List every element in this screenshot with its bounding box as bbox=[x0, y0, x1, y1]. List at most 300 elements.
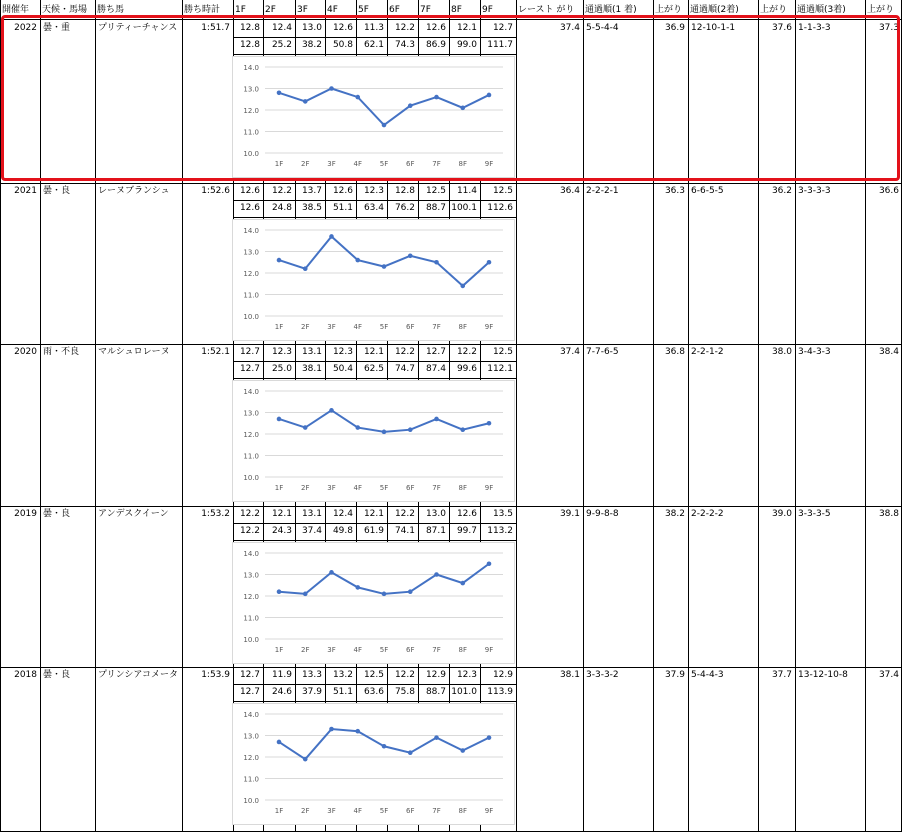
lap-time-chart[interactable] bbox=[232, 56, 515, 178]
y-tick-label: 12.0 bbox=[243, 754, 259, 762]
year-cell[interactable]: 2022 bbox=[14, 23, 37, 33]
y-tick-label: 12.0 bbox=[243, 107, 259, 115]
cumulative-cell[interactable]: 25.2 bbox=[271, 40, 292, 50]
x-tick-label: 7F bbox=[432, 323, 441, 331]
lap-cell[interactable]: 12.6 bbox=[332, 186, 353, 196]
lap-cell[interactable]: 12.7 bbox=[239, 347, 260, 357]
lap-time-chart-svg bbox=[233, 220, 514, 340]
condition-cell[interactable]: 曇・良 bbox=[43, 509, 71, 519]
lap-cell[interactable]: 12.5 bbox=[492, 186, 513, 196]
data-point bbox=[355, 95, 360, 100]
year-cell[interactable]: 2020 bbox=[14, 347, 37, 357]
data-point bbox=[277, 740, 282, 745]
passing-order-2nd-cell[interactable]: 5-4-4-3 bbox=[691, 670, 724, 680]
column-header-9[interactable]: 5F bbox=[358, 4, 369, 15]
x-tick-label: 6F bbox=[406, 807, 415, 815]
lap-cell[interactable]: 12.1 bbox=[456, 23, 477, 33]
condition-cell[interactable]: 曇・重 bbox=[43, 23, 71, 33]
cumulative-cell[interactable]: 63.6 bbox=[363, 687, 384, 697]
series-line bbox=[279, 564, 489, 594]
cumulative-cell[interactable]: 88.7 bbox=[425, 203, 446, 213]
data-point bbox=[408, 750, 413, 755]
lap-cell[interactable]: 11.3 bbox=[363, 23, 384, 33]
cumulative-cell[interactable]: 101.0 bbox=[451, 687, 477, 697]
x-tick-label: 1F bbox=[274, 160, 284, 168]
race-last3f-cell[interactable]: 38.1 bbox=[559, 670, 580, 680]
column-header-11[interactable]: 7F bbox=[420, 4, 431, 15]
y-tick-label: 14.0 bbox=[243, 388, 259, 396]
race-block-divider bbox=[0, 506, 902, 507]
lap-cell[interactable]: 12.1 bbox=[271, 509, 292, 519]
column-divider bbox=[795, 0, 796, 832]
lap-time-chart-svg bbox=[233, 57, 514, 177]
lap-row-divider bbox=[233, 200, 516, 201]
lap-cell[interactable]: 12.3 bbox=[456, 670, 477, 680]
cumulative-row-divider bbox=[233, 54, 516, 55]
cumulative-cell[interactable]: 12.8 bbox=[239, 40, 260, 50]
x-tick-label: 3F bbox=[327, 323, 336, 331]
column-header-6[interactable]: 2F bbox=[265, 4, 276, 15]
x-tick-label: 1F bbox=[274, 807, 284, 815]
cumulative-cell[interactable]: 112.1 bbox=[487, 364, 513, 374]
cumulative-row-divider bbox=[233, 378, 516, 379]
last3f-1st-cell[interactable]: 38.2 bbox=[664, 509, 685, 519]
passing-order-1st-cell[interactable]: 9-9-8-8 bbox=[586, 509, 619, 519]
cumulative-cell[interactable]: 25.0 bbox=[271, 364, 292, 374]
lap-cell[interactable]: 12.8 bbox=[394, 186, 415, 196]
last3f-1st-cell[interactable]: 36.8 bbox=[664, 347, 685, 357]
cumulative-cell[interactable]: 38.1 bbox=[301, 364, 322, 374]
data-point bbox=[355, 585, 360, 590]
data-point bbox=[303, 757, 308, 762]
data-point bbox=[303, 592, 308, 597]
lap-cell[interactable]: 12.5 bbox=[425, 186, 446, 196]
lap-cell[interactable]: 12.4 bbox=[332, 509, 353, 519]
time-cell[interactable]: 1:51.7 bbox=[201, 23, 230, 33]
y-tick-label: 14.0 bbox=[243, 711, 259, 719]
x-tick-label: 2F bbox=[301, 160, 310, 168]
condition-cell[interactable]: 曇・良 bbox=[43, 670, 71, 680]
passing-order-3rd-cell[interactable]: 3-3-3-3 bbox=[798, 186, 831, 196]
column-divider bbox=[40, 0, 41, 832]
cumulative-cell[interactable]: 12.2 bbox=[239, 526, 260, 536]
cumulative-cell[interactable]: 99.6 bbox=[456, 364, 477, 374]
data-point bbox=[329, 408, 334, 413]
last3f-1st-cell[interactable]: 36.9 bbox=[664, 23, 685, 33]
cumulative-cell[interactable]: 50.8 bbox=[332, 40, 353, 50]
data-point bbox=[434, 95, 439, 100]
column-divider bbox=[865, 0, 866, 832]
y-tick-label: 12.0 bbox=[243, 431, 259, 439]
cumulative-cell[interactable]: 74.3 bbox=[394, 40, 415, 50]
y-tick-label: 11.0 bbox=[243, 128, 259, 137]
lap-cell[interactable]: 13.1 bbox=[301, 347, 322, 357]
cumulative-cell[interactable]: 61.9 bbox=[363, 526, 384, 536]
cumulative-cell[interactable]: 37.4 bbox=[301, 526, 322, 536]
x-tick-label: 7F bbox=[432, 646, 441, 654]
data-point bbox=[460, 427, 465, 432]
passing-order-1st-cell[interactable]: 7-7-6-5 bbox=[586, 347, 619, 357]
cumulative-cell[interactable]: 88.7 bbox=[425, 687, 446, 697]
data-point bbox=[355, 258, 360, 263]
lap-cell[interactable]: 11.9 bbox=[271, 670, 292, 680]
column-header-10[interactable]: 6F bbox=[389, 4, 400, 15]
winner-cell[interactable]: プリティーチャンス bbox=[98, 23, 178, 33]
data-point bbox=[434, 572, 439, 577]
data-point bbox=[382, 744, 387, 749]
x-tick-label: 2F bbox=[301, 646, 310, 654]
column-divider bbox=[516, 0, 517, 832]
lap-cell[interactable]: 12.6 bbox=[239, 186, 260, 196]
last3f-3rd-cell[interactable]: 37.3 bbox=[878, 23, 899, 33]
last3f-2nd-cell[interactable]: 36.2 bbox=[771, 186, 792, 196]
y-tick-label: 12.0 bbox=[243, 270, 259, 278]
passing-order-2nd-cell[interactable]: 2-2-1-2 bbox=[691, 347, 724, 357]
data-point bbox=[487, 93, 492, 98]
data-point bbox=[329, 727, 334, 732]
data-point bbox=[303, 266, 308, 271]
lap-cell[interactable]: 12.5 bbox=[363, 670, 384, 680]
lap-cell[interactable]: 13.0 bbox=[301, 23, 322, 33]
data-point bbox=[382, 592, 387, 597]
cumulative-cell[interactable]: 12.7 bbox=[239, 364, 260, 374]
series-line bbox=[279, 89, 489, 126]
lap-time-chart[interactable] bbox=[232, 219, 515, 341]
y-tick-label: 11.0 bbox=[243, 614, 259, 623]
x-tick-label: 8F bbox=[458, 807, 467, 815]
x-tick-label: 8F bbox=[458, 646, 467, 654]
cumulative-cell[interactable]: 99.7 bbox=[456, 526, 477, 536]
lap-time-chart-svg bbox=[233, 704, 514, 824]
cumulative-cell[interactable]: 76.2 bbox=[394, 203, 415, 213]
x-tick-label: 5F bbox=[379, 807, 389, 815]
cumulative-cell[interactable]: 12.6 bbox=[239, 203, 260, 213]
column-header-5[interactable]: 1F bbox=[235, 4, 246, 15]
cumulative-cell[interactable]: 113.9 bbox=[487, 687, 513, 697]
x-tick-label: 6F bbox=[406, 160, 415, 168]
x-tick-label: 6F bbox=[406, 646, 415, 654]
x-tick-label: 9F bbox=[484, 807, 494, 815]
passing-order-3rd-cell[interactable]: 1-1-3-3 bbox=[798, 23, 831, 33]
y-tick-label: 14.0 bbox=[243, 550, 259, 558]
data-point bbox=[460, 106, 465, 111]
lap-cell[interactable]: 12.2 bbox=[239, 509, 260, 519]
column-divider bbox=[95, 0, 96, 832]
cumulative-cell[interactable]: 74.1 bbox=[394, 526, 415, 536]
x-tick-label: 1F bbox=[274, 646, 284, 654]
cumulative-row-divider bbox=[233, 217, 516, 218]
data-point bbox=[329, 234, 334, 239]
lap-cell[interactable]: 12.5 bbox=[492, 347, 513, 357]
cumulative-cell[interactable]: 62.5 bbox=[363, 364, 384, 374]
column-header-12[interactable]: 8F bbox=[451, 4, 462, 15]
cumulative-cell[interactable]: 51.1 bbox=[332, 203, 353, 213]
cumulative-cell[interactable]: 49.8 bbox=[332, 526, 353, 536]
cumulative-cell[interactable]: 75.8 bbox=[394, 687, 415, 697]
x-tick-label: 5F bbox=[379, 646, 389, 654]
column-header-14[interactable]: レースト がり bbox=[518, 4, 575, 15]
lap-cell[interactable]: 12.2 bbox=[456, 347, 477, 357]
column-header-13[interactable]: 9F bbox=[482, 4, 493, 15]
cumulative-cell[interactable]: 99.0 bbox=[456, 40, 477, 50]
race-last3f-cell[interactable]: 37.4 bbox=[559, 347, 580, 357]
last3f-3rd-cell[interactable]: 37.4 bbox=[878, 670, 899, 680]
cumulative-cell[interactable]: 112.6 bbox=[487, 203, 513, 213]
data-point bbox=[487, 735, 492, 740]
last3f-3rd-cell[interactable]: 38.4 bbox=[878, 347, 899, 357]
data-point bbox=[277, 91, 282, 96]
cumulative-row-divider bbox=[233, 701, 516, 702]
last3f-2nd-cell[interactable]: 39.0 bbox=[771, 509, 792, 519]
cumulative-cell[interactable]: 24.6 bbox=[271, 687, 292, 697]
column-header-18[interactable]: 上がり bbox=[760, 4, 788, 15]
data-point bbox=[408, 103, 413, 108]
column-header-8[interactable]: 4F bbox=[327, 4, 338, 15]
lap-row-divider bbox=[233, 684, 516, 685]
cumulative-cell[interactable]: 87.1 bbox=[425, 526, 446, 536]
series-line bbox=[279, 410, 489, 432]
race-last3f-cell[interactable]: 36.4 bbox=[559, 186, 580, 196]
cumulative-cell[interactable]: 51.1 bbox=[332, 687, 353, 697]
condition-cell[interactable]: 雨・不良 bbox=[43, 347, 80, 357]
winner-cell[interactable]: プリンシアコメータ bbox=[98, 670, 178, 680]
lap-cell[interactable]: 12.2 bbox=[394, 23, 415, 33]
last3f-2nd-cell[interactable]: 38.0 bbox=[771, 347, 792, 357]
lap-cell[interactable]: 12.1 bbox=[363, 509, 384, 519]
lap-cell[interactable]: 12.2 bbox=[394, 347, 415, 357]
condition-cell[interactable]: 曇・良 bbox=[43, 186, 71, 196]
last3f-1st-cell[interactable]: 37.9 bbox=[664, 670, 685, 680]
column-header-19[interactable]: 通過順(3着) bbox=[797, 4, 846, 15]
x-tick-label: 9F bbox=[484, 160, 494, 168]
x-tick-label: 3F bbox=[327, 646, 336, 654]
column-header-20[interactable]: 上がり bbox=[867, 4, 895, 15]
x-tick-label: 1F bbox=[274, 484, 284, 492]
column-divider bbox=[0, 0, 1, 832]
race-last3f-cell[interactable]: 39.1 bbox=[559, 509, 580, 519]
lap-cell[interactable]: 13.2 bbox=[332, 670, 353, 680]
x-tick-label: 9F bbox=[484, 323, 494, 331]
data-point bbox=[355, 425, 360, 430]
lap-time-chart[interactable] bbox=[232, 380, 515, 502]
cumulative-cell[interactable]: 87.4 bbox=[425, 364, 446, 374]
lap-cell[interactable]: 12.3 bbox=[332, 347, 353, 357]
cumulative-cell[interactable]: 24.8 bbox=[271, 203, 292, 213]
passing-order-1st-cell[interactable]: 5-5-4-4 bbox=[586, 23, 619, 33]
x-tick-label: 7F bbox=[432, 807, 441, 815]
passing-order-2nd-cell[interactable]: 12-10-1-1 bbox=[691, 23, 736, 33]
cumulative-cell[interactable]: 63.4 bbox=[363, 203, 384, 213]
lap-cell[interactable]: 12.2 bbox=[394, 509, 415, 519]
column-divider bbox=[653, 0, 654, 832]
x-tick-label: 8F bbox=[458, 160, 467, 168]
column-header-16[interactable]: 上がり bbox=[655, 4, 683, 15]
y-tick-label: 10.0 bbox=[243, 797, 259, 805]
winner-cell[interactable]: マルシュロレーヌ bbox=[98, 347, 170, 357]
y-tick-label: 13.0 bbox=[243, 248, 259, 257]
cumulative-cell[interactable]: 113.2 bbox=[487, 526, 513, 536]
y-tick-label: 13.0 bbox=[243, 85, 259, 94]
y-tick-label: 14.0 bbox=[243, 64, 259, 72]
y-tick-label: 13.0 bbox=[243, 732, 259, 741]
lap-cell[interactable]: 13.3 bbox=[301, 670, 322, 680]
last3f-2nd-cell[interactable]: 37.6 bbox=[771, 23, 792, 33]
x-tick-label: 4F bbox=[353, 807, 362, 815]
data-point bbox=[303, 425, 308, 430]
x-tick-label: 9F bbox=[484, 646, 494, 654]
column-header-2[interactable]: 天候・馬場 bbox=[42, 4, 88, 15]
data-point bbox=[382, 264, 387, 269]
race-block-divider bbox=[0, 183, 902, 184]
last3f-1st-cell[interactable]: 36.3 bbox=[664, 186, 685, 196]
y-tick-label: 11.0 bbox=[243, 775, 259, 784]
lap-cell[interactable]: 12.3 bbox=[363, 186, 384, 196]
data-point bbox=[355, 729, 360, 734]
column-header-4[interactable]: 勝ち時計 bbox=[184, 4, 221, 15]
y-tick-label: 10.0 bbox=[243, 636, 259, 644]
race-last3f-cell[interactable]: 37.4 bbox=[559, 23, 580, 33]
winner-cell[interactable]: レーヌブランシュ bbox=[98, 186, 170, 196]
column-divider bbox=[688, 0, 689, 832]
last3f-2nd-cell[interactable]: 37.7 bbox=[771, 670, 792, 680]
lap-time-chart-svg bbox=[233, 543, 514, 663]
data-point bbox=[382, 123, 387, 128]
data-point bbox=[460, 581, 465, 586]
x-tick-label: 5F bbox=[379, 160, 389, 168]
year-cell[interactable]: 2021 bbox=[14, 186, 37, 196]
lap-time-chart[interactable] bbox=[232, 542, 515, 664]
data-point bbox=[277, 589, 282, 594]
cumulative-cell[interactable]: 100.1 bbox=[451, 203, 477, 213]
lap-cell[interactable]: 12.2 bbox=[271, 186, 292, 196]
y-tick-label: 10.0 bbox=[243, 150, 259, 158]
lap-cell[interactable]: 12.8 bbox=[239, 23, 260, 33]
cumulative-cell[interactable]: 12.7 bbox=[239, 687, 260, 697]
data-point bbox=[277, 258, 282, 263]
column-header-7[interactable]: 3F bbox=[297, 4, 308, 15]
lap-cell[interactable]: 11.4 bbox=[456, 186, 477, 196]
lap-cell[interactable]: 13.5 bbox=[492, 509, 513, 519]
lap-cell[interactable]: 12.9 bbox=[425, 670, 446, 680]
lap-time-chart[interactable] bbox=[232, 703, 515, 825]
lap-cell[interactable]: 12.7 bbox=[239, 670, 260, 680]
passing-order-2nd-cell[interactable]: 6-6-5-5 bbox=[691, 186, 724, 196]
series-line bbox=[279, 236, 489, 285]
y-tick-label: 13.0 bbox=[243, 571, 259, 580]
cumulative-cell[interactable]: 37.9 bbox=[301, 687, 322, 697]
cumulative-cell[interactable]: 86.9 bbox=[425, 40, 446, 50]
column-header-17[interactable]: 通過順(2着) bbox=[690, 4, 739, 15]
lap-cell[interactable]: 12.1 bbox=[363, 347, 384, 357]
last3f-3rd-cell[interactable]: 36.6 bbox=[878, 186, 899, 196]
data-point bbox=[487, 561, 492, 566]
header-divider bbox=[0, 19, 902, 20]
lap-time-chart-svg bbox=[233, 381, 514, 501]
passing-order-3rd-cell[interactable]: 3-4-3-3 bbox=[798, 347, 831, 357]
data-point bbox=[329, 86, 334, 91]
last3f-3rd-cell[interactable]: 38.8 bbox=[878, 509, 899, 519]
lap-cell[interactable]: 12.9 bbox=[492, 670, 513, 680]
x-tick-label: 2F bbox=[301, 323, 310, 331]
passing-order-3rd-cell[interactable]: 3-3-3-5 bbox=[798, 509, 831, 519]
lap-row-divider bbox=[233, 361, 516, 362]
passing-order-3rd-cell[interactable]: 13-12-10-8 bbox=[798, 670, 848, 680]
x-tick-label: 4F bbox=[353, 323, 362, 331]
x-tick-label: 4F bbox=[353, 484, 362, 492]
lap-cell[interactable]: 12.7 bbox=[425, 347, 446, 357]
cumulative-cell[interactable]: 50.4 bbox=[332, 364, 353, 374]
time-cell[interactable]: 1:52.1 bbox=[201, 347, 230, 357]
cumulative-row-divider bbox=[233, 540, 516, 541]
column-header-3[interactable]: 勝ち馬 bbox=[97, 4, 125, 15]
year-cell[interactable]: 2018 bbox=[14, 670, 37, 680]
data-point bbox=[277, 417, 282, 422]
cumulative-cell[interactable]: 38.5 bbox=[301, 203, 322, 213]
data-point bbox=[460, 284, 465, 289]
cumulative-cell[interactable]: 111.7 bbox=[487, 40, 513, 50]
lap-cell[interactable]: 13.7 bbox=[301, 186, 322, 196]
time-cell[interactable]: 1:52.6 bbox=[201, 186, 230, 196]
lap-cell[interactable]: 13.1 bbox=[301, 509, 322, 519]
data-point bbox=[434, 735, 439, 740]
x-tick-label: 1F bbox=[274, 323, 284, 331]
data-point bbox=[382, 430, 387, 435]
x-tick-label: 4F bbox=[353, 646, 362, 654]
data-point bbox=[434, 417, 439, 422]
y-tick-label: 14.0 bbox=[243, 227, 259, 235]
x-tick-label: 3F bbox=[327, 807, 336, 815]
lap-cell[interactable]: 12.6 bbox=[456, 509, 477, 519]
x-tick-label: 8F bbox=[458, 323, 467, 331]
race-block-divider bbox=[0, 667, 902, 668]
x-tick-label: 7F bbox=[432, 160, 441, 168]
passing-order-1st-cell[interactable]: 3-3-3-2 bbox=[586, 670, 619, 680]
y-tick-label: 11.0 bbox=[243, 291, 259, 300]
lap-cell[interactable]: 12.2 bbox=[394, 670, 415, 680]
lap-row-divider bbox=[233, 37, 516, 38]
lap-cell[interactable]: 12.7 bbox=[492, 23, 513, 33]
column-header-1[interactable]: 開催年 bbox=[2, 4, 30, 15]
cumulative-cell[interactable]: 24.3 bbox=[271, 526, 292, 536]
y-tick-label: 10.0 bbox=[243, 313, 259, 321]
cumulative-cell[interactable]: 74.7 bbox=[394, 364, 415, 374]
data-point bbox=[303, 99, 308, 104]
lap-cell[interactable]: 12.6 bbox=[332, 23, 353, 33]
passing-order-2nd-cell[interactable]: 2-2-2-2 bbox=[691, 509, 724, 519]
cumulative-cell[interactable]: 62.1 bbox=[363, 40, 384, 50]
winner-cell[interactable]: アンデスクイーン bbox=[98, 509, 169, 519]
race-block-divider bbox=[0, 344, 902, 345]
time-cell[interactable]: 1:53.9 bbox=[201, 670, 230, 680]
data-point bbox=[408, 589, 413, 594]
lap-cell[interactable]: 12.4 bbox=[271, 23, 292, 33]
column-divider bbox=[583, 0, 584, 832]
column-header-15[interactable]: 通過順(1 着) bbox=[585, 4, 637, 15]
lap-cell[interactable]: 12.3 bbox=[271, 347, 292, 357]
lap-cell[interactable]: 13.0 bbox=[425, 509, 446, 519]
x-tick-label: 2F bbox=[301, 484, 310, 492]
x-tick-label: 3F bbox=[327, 160, 336, 168]
x-tick-label: 3F bbox=[327, 484, 336, 492]
lap-cell[interactable]: 12.6 bbox=[425, 23, 446, 33]
data-point bbox=[434, 260, 439, 265]
passing-order-1st-cell[interactable]: 2-2-2-1 bbox=[586, 186, 619, 196]
data-point bbox=[487, 421, 492, 426]
cumulative-cell[interactable]: 38.2 bbox=[301, 40, 322, 50]
x-tick-label: 6F bbox=[406, 323, 415, 331]
year-cell[interactable]: 2019 bbox=[14, 509, 37, 519]
time-cell[interactable]: 1:53.2 bbox=[201, 509, 230, 519]
